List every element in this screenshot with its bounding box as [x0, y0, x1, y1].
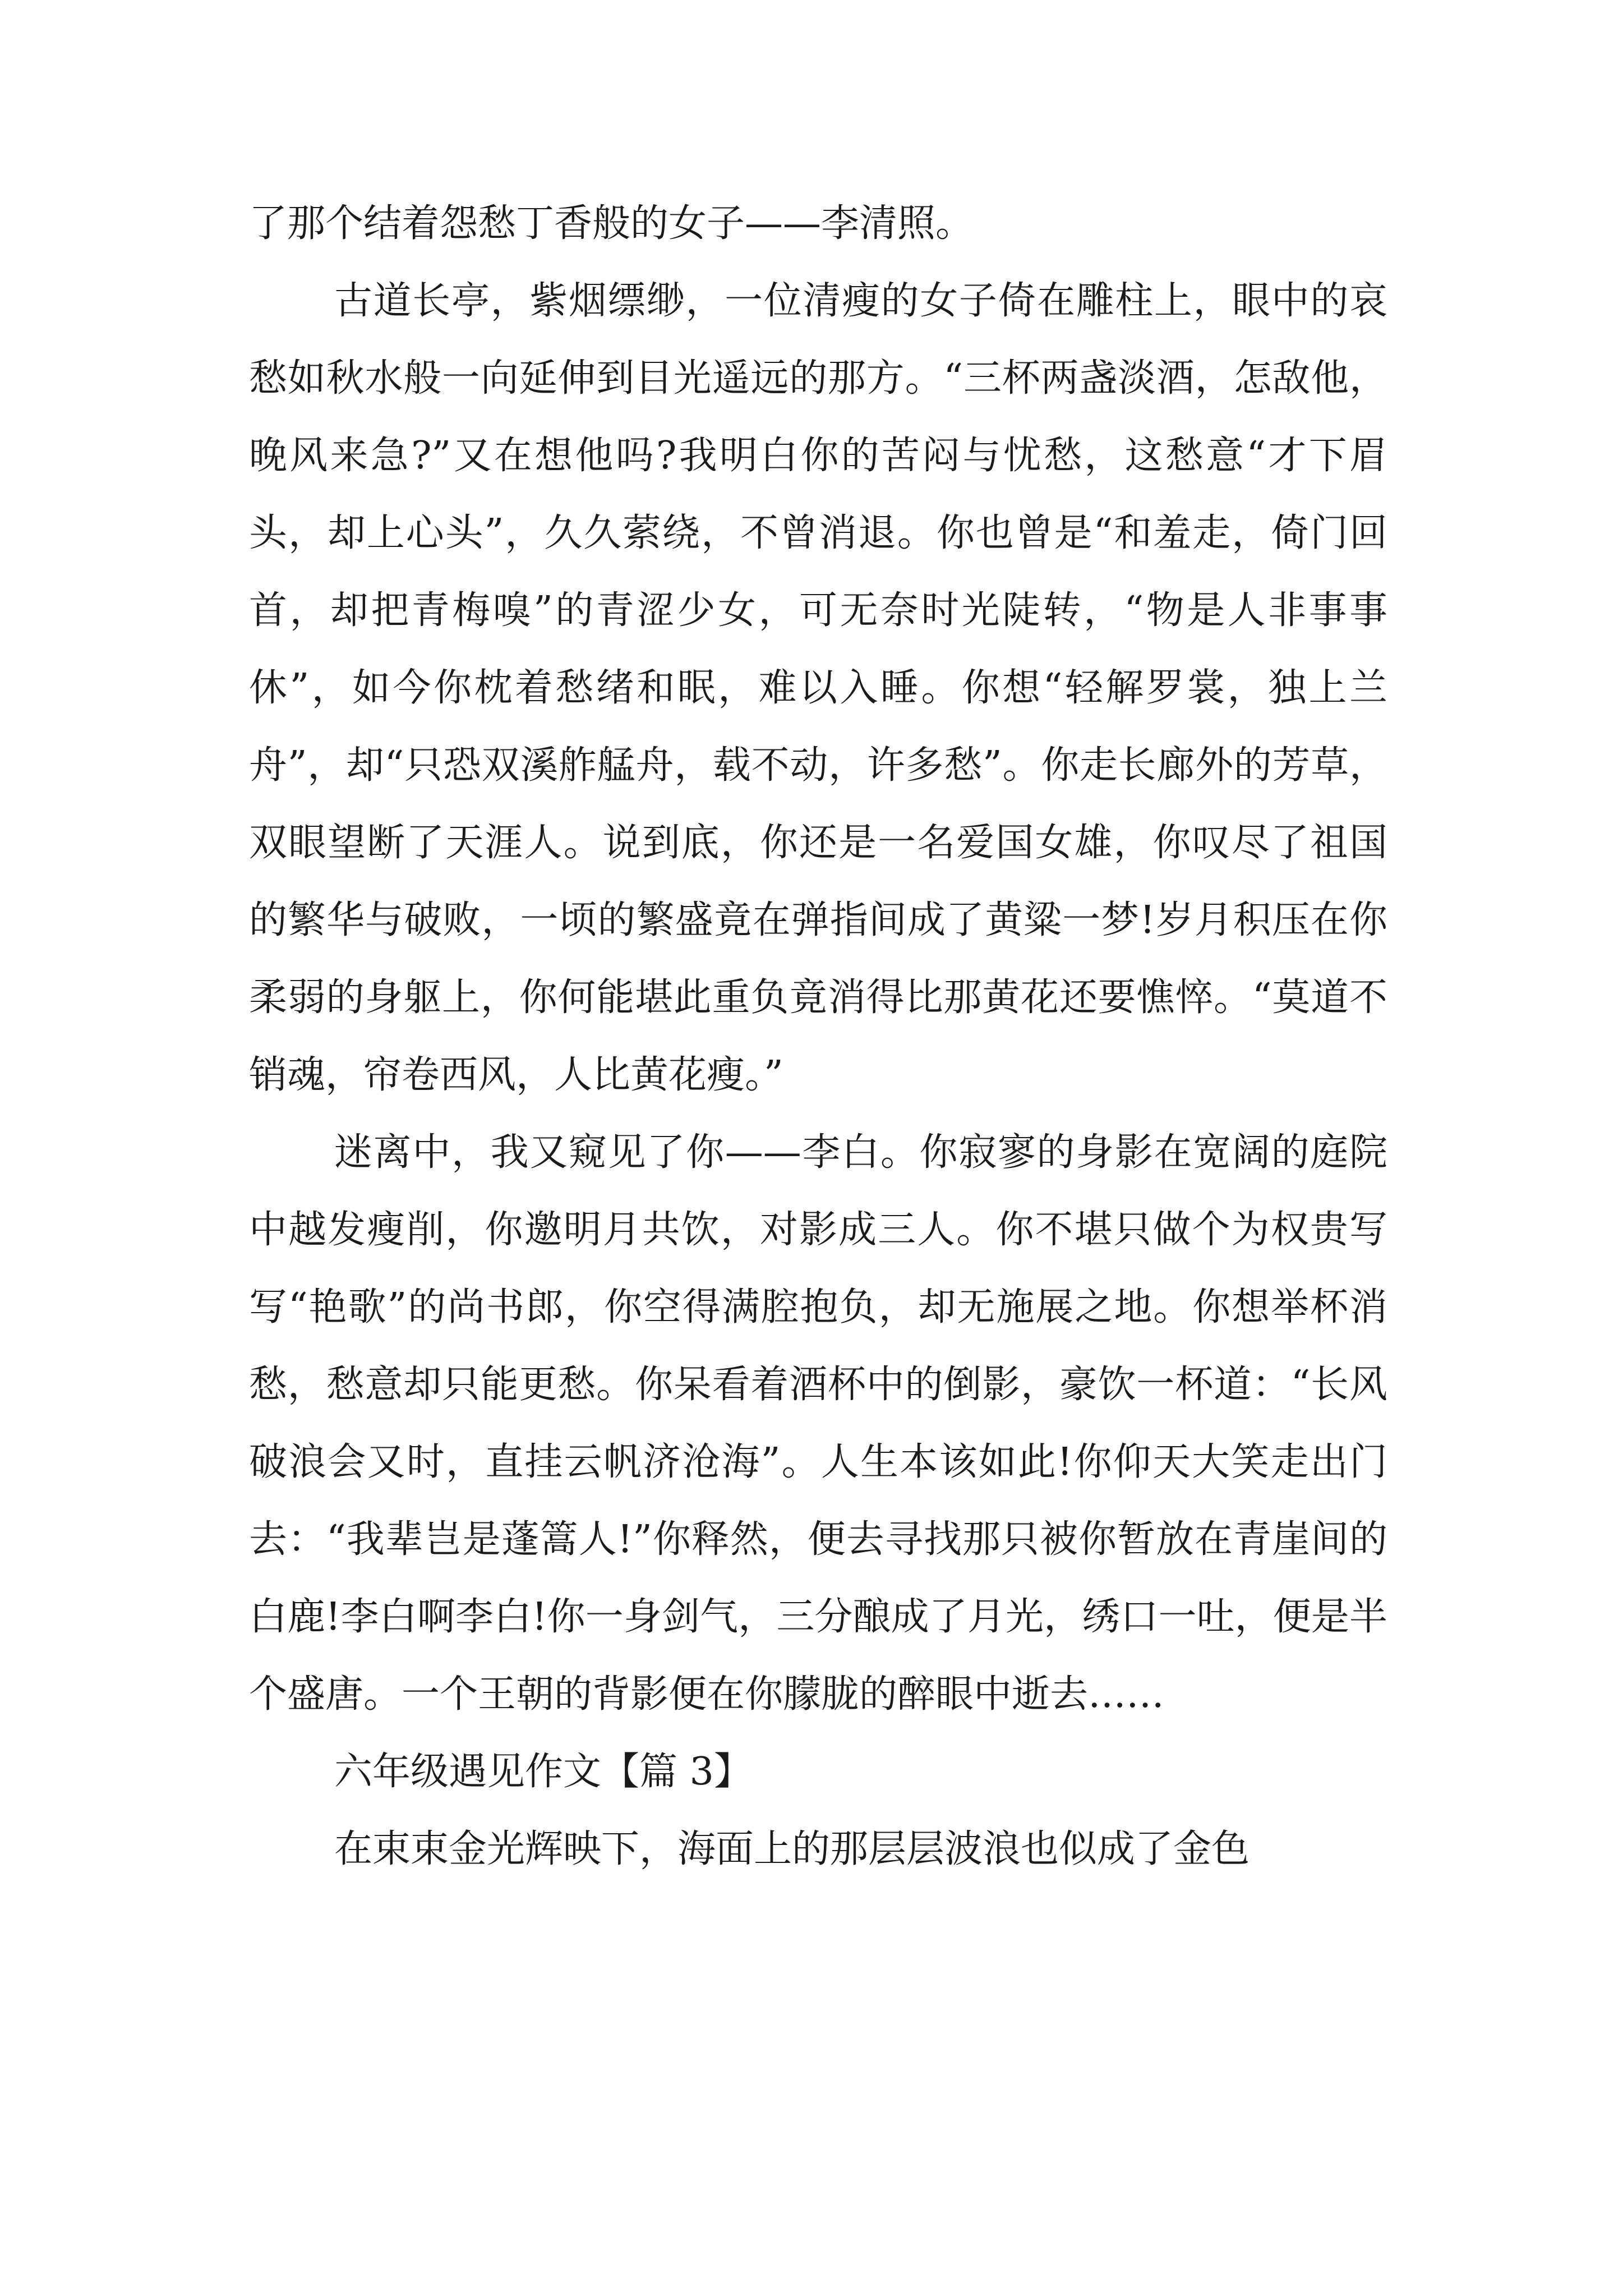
paragraph-li-qingzhao-intro: 了那个结着怨愁丁香般的女子——李清照。 [249, 201, 974, 246]
paragraph-li-bai: 迷离中，我又窥见了你——李白。你寂寥的身影在宽阔的庭院中越发瘦削，你邀明月共饮，对影成三人。你不堪只做个为权贵写写“艳歌”的尚书郎，你空得满腔抱负，却无施展之地。你想举杯消愁，愁意却只能更愁。你呆看着酒杯中的倒影，豪饮一杯道：“长风破浪会又时，直挂云帆济沧海”。人生本该如此!你仰天大笑走出门去：“我辈岂是蓬篙人!”你释然，便去寻找那只被你暂放在青崖间的白鹿!李白啊李白!你一身剑气，三分酿成了月光，绣口一吐，便是半个盛唐。一个王朝的背影便在你朦胧的醉眼中逝去…… [249, 1130, 1387, 1717]
essay-body [249, 185, 1387, 1888]
section-heading-part-3: 六年级遇见作文【篇 3】 [334, 1750, 752, 1794]
paragraph-golden-sea: 在束束金光辉映下，海面上的那层层波浪也似成了金色 [334, 1827, 1250, 1871]
paragraph-li-qingzhao: 古道长亭，紫烟缥缈，一位清瘦的女子倚在雕柱上，眼中的哀愁如秋水般一向延伸到目光遥远的那方。“三杯两盏淡酒，怎敌他，晚风来急?”又在想他吗?我明白你的苦闷与忧愁，这愁意“才下眉头，却上心头”，久久萦绕，不曾消退。你也曾是“和羞走，倚门回首，却把青梅嗅”的青涩少女，可无奈时光陡转，“物是人非事事休”，如今你枕着愁绪和眠，难以入睡。你想“轻解罗裳，独上兰舟”，却“只恐双溪舴艋舟，载不动，许多愁”。你走长廊外的芳草，双眼望断了天涯人。说到底，你还是一名爱国女雄，你叹尽了祖国的繁华与破败，一顷的繁盛竟在弹指间成了黄粱一梦!岁月积压在你柔弱的身躯上，你何能堪此重负竟消得比那黄花还要憔悴。“莫道不销魂，帘卷西风，人比黄花瘦。” [249, 279, 1387, 1097]
